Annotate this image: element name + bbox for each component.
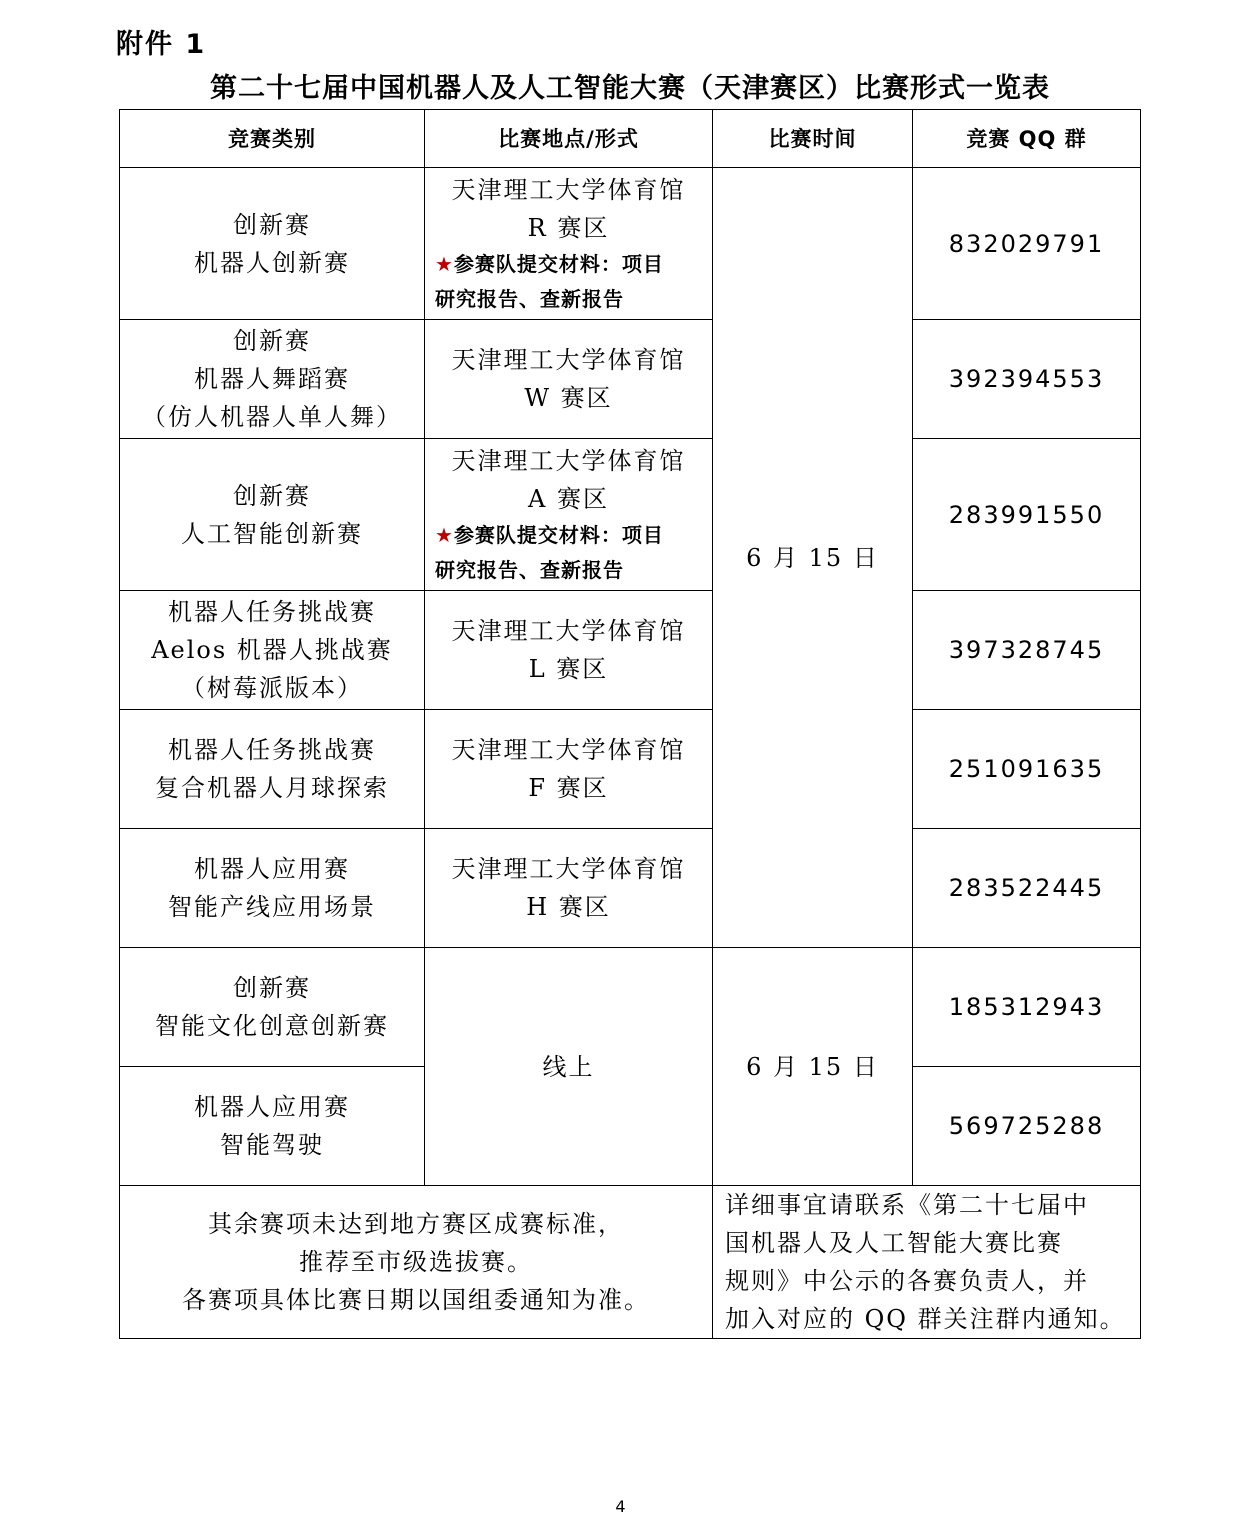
- venue-cell: [425, 168, 713, 320]
- venue-line: 天津理工大学体育馆: [451, 175, 686, 204]
- materials-line: 参赛队提交材料：项目: [453, 251, 664, 276]
- materials-note: [425, 247, 712, 282]
- footer-note-right: [713, 1186, 1141, 1339]
- materials-line: 研究报告、查新报告: [435, 557, 624, 582]
- qq-group-number: 185312943: [913, 948, 1141, 1067]
- materials-note: [425, 518, 712, 553]
- venue-line: 天津理工大学体育馆: [451, 446, 686, 475]
- footer-line: 详细事宜请联系《第二十七届中: [725, 1191, 1089, 1219]
- star-icon: ★: [435, 522, 454, 547]
- category-line: Aelos 机器人挑战赛: [151, 636, 393, 664]
- attachment-label: 附件 1: [116, 29, 207, 60]
- category-line: 机器人任务挑战赛: [168, 598, 376, 626]
- venue-line: 天津理工大学体育馆: [451, 855, 686, 883]
- materials-line: 研究报告、查新报告: [435, 286, 624, 311]
- header-row: [120, 110, 1141, 168]
- venue-cell: [425, 320, 713, 439]
- venue-line: H 赛区: [526, 893, 611, 921]
- category-line: 创新赛: [233, 481, 311, 510]
- qq-group-number: 832029791: [913, 168, 1141, 320]
- category-line: 机器人应用赛: [194, 1093, 350, 1121]
- footer-line: 加入对应的 QQ 群关注群内通知。: [725, 1305, 1126, 1333]
- venue-line: F 赛区: [528, 774, 609, 802]
- category-cell: [120, 168, 425, 320]
- category-line: 机器人舞蹈赛: [194, 365, 350, 393]
- footer-line: 国机器人及人工智能大赛比赛: [725, 1229, 1063, 1257]
- competition-table: [119, 109, 1141, 1339]
- category-line: （仿人机器人单人舞）: [142, 403, 402, 431]
- venue-line: W 赛区: [524, 384, 613, 412]
- header-qq: 竞赛 QQ 群: [913, 110, 1141, 168]
- table-row: [120, 320, 1141, 439]
- category-line: 创新赛: [233, 210, 311, 239]
- header-venue: 比赛地点/形式: [425, 110, 713, 168]
- category-line: 创新赛: [233, 327, 311, 355]
- document-title: 第二十七届中国机器人及人工智能大赛（天津赛区）比赛形式一览表: [210, 73, 1050, 104]
- category-cell: [120, 710, 425, 829]
- venue-line: A 赛区: [528, 484, 609, 513]
- qq-group-number: 283522445: [913, 829, 1141, 948]
- venue-cell: [425, 829, 713, 948]
- venue-cell: [425, 439, 713, 591]
- time-cell: 6 月 15 日: [713, 948, 913, 1186]
- online-venue-cell: 线上: [425, 948, 713, 1186]
- category-line: 人工智能创新赛: [181, 519, 363, 548]
- time-cell: 6 月 15 日: [713, 168, 913, 948]
- header-category: 竞赛类别: [120, 110, 425, 168]
- category-line: 智能驾驶: [220, 1131, 324, 1159]
- category-cell: [120, 829, 425, 948]
- category-cell: [120, 948, 425, 1067]
- venue-cell: [425, 591, 713, 710]
- qq-group-number: 251091635: [913, 710, 1141, 829]
- qq-group-number: 392394553: [913, 320, 1141, 439]
- venue-line: 天津理工大学体育馆: [451, 617, 686, 645]
- footer-line: 规则》中公示的各赛负责人，并: [725, 1267, 1089, 1295]
- footer-row: [120, 1186, 1141, 1339]
- category-cell: [120, 1067, 425, 1186]
- star-icon: ★: [435, 251, 454, 276]
- table-row: [120, 829, 1141, 948]
- category-cell: [120, 591, 425, 710]
- category-line: 机器人创新赛: [194, 248, 350, 277]
- table-row: [120, 591, 1141, 710]
- table-row: [120, 439, 1141, 591]
- qq-group-number: 397328745: [913, 591, 1141, 710]
- materials-line: 参赛队提交材料：项目: [453, 522, 664, 547]
- venue-line: R 赛区: [527, 213, 610, 242]
- category-cell: [120, 320, 425, 439]
- category-line: 智能产线应用场景: [168, 893, 376, 921]
- table-row: [120, 948, 1141, 1067]
- venue-line: 天津理工大学体育馆: [451, 736, 686, 764]
- footer-note-left: [120, 1186, 713, 1339]
- category-line: 复合机器人月球探索: [155, 774, 389, 802]
- venue-cell: [425, 710, 713, 829]
- category-line: 机器人应用赛: [194, 855, 350, 883]
- table-row: [120, 168, 1141, 320]
- page-number: 4: [615, 1497, 626, 1516]
- header-time: 比赛时间: [713, 110, 913, 168]
- footer-line: 推荐至市级选拔赛。: [299, 1248, 533, 1276]
- venue-line: L 赛区: [528, 655, 609, 683]
- category-line: （树莓派版本）: [181, 674, 363, 702]
- venue-line: 天津理工大学体育馆: [451, 346, 686, 374]
- category-line: 创新赛: [233, 974, 311, 1002]
- qq-group-number: 569725288: [913, 1067, 1141, 1186]
- category-line: 智能文化创意创新赛: [155, 1012, 389, 1040]
- footer-line: 各赛项具体比赛日期以国组委通知为准。: [182, 1286, 650, 1314]
- footer-line: 其余赛项未达到地方赛区成赛标准，: [208, 1210, 624, 1238]
- category-line: 机器人任务挑战赛: [168, 736, 376, 764]
- table-row: [120, 710, 1141, 829]
- category-cell: [120, 439, 425, 591]
- qq-group-number: 283991550: [913, 439, 1141, 591]
